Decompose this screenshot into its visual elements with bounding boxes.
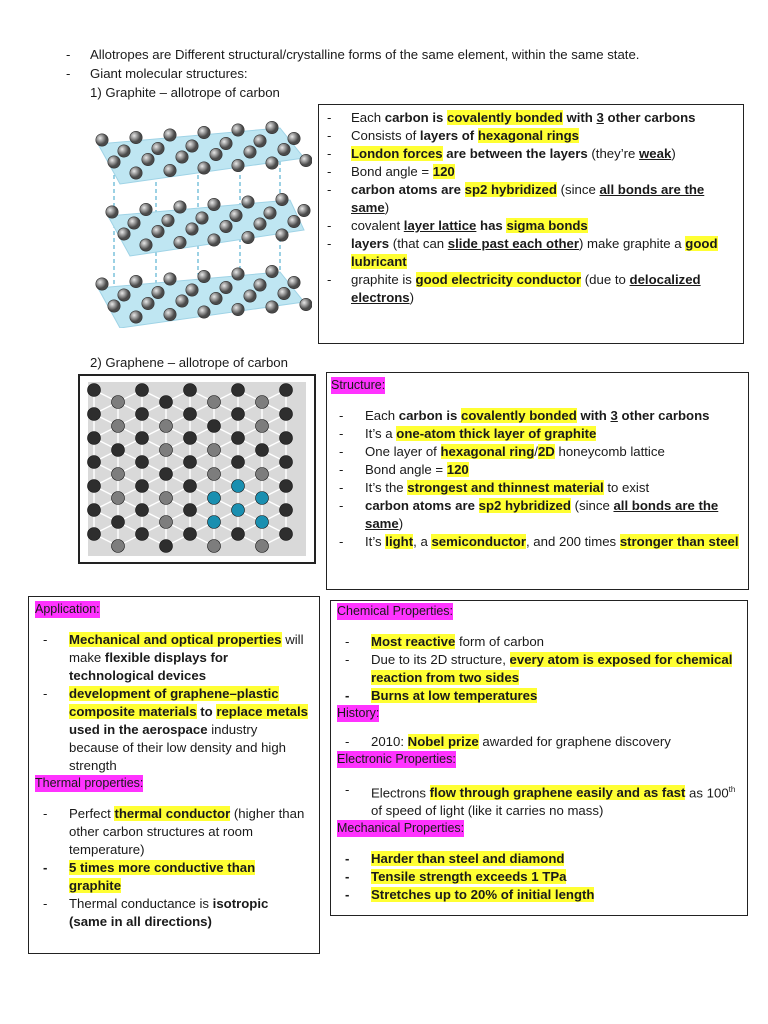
- thermal-point-conductor: - Perfect thermal conductor (higher than other carbon structures at room temperature): [35, 805, 309, 859]
- carbon-atom: [96, 278, 108, 290]
- graphene-atom: [280, 432, 293, 445]
- graphene-atom: [88, 384, 101, 397]
- carbon-atom: [300, 154, 312, 166]
- graphite-point-angle: - Bond angle = 120: [319, 163, 737, 181]
- carbon-atom: [276, 229, 288, 241]
- mechanical-point-stretches: - Stretches up to 20% of initial length: [337, 886, 739, 904]
- carbon-atom: [196, 212, 208, 224]
- graphene-atom: [184, 432, 197, 445]
- graphene-atom: [208, 540, 221, 553]
- graphene-image-frame: [78, 374, 316, 564]
- graphene-atom: [280, 408, 293, 421]
- carbon-atom: [164, 129, 176, 141]
- carbon-atom: [264, 207, 276, 219]
- carbon-atom: [130, 311, 142, 323]
- carbon-atom: [108, 300, 120, 312]
- carbon-atom: [164, 164, 176, 176]
- graphene-atom: [184, 456, 197, 469]
- carbon-atom: [232, 268, 244, 280]
- carbon-atom: [288, 215, 300, 227]
- graphene-atom: [160, 492, 173, 505]
- graphene-atom: [160, 540, 173, 553]
- carbon-atom: [230, 209, 242, 221]
- carbon-atom: [300, 298, 312, 310]
- chemical-point-exposed: - Due to its 2D structure, every atom is exposed for chemical reaction from two sides: [337, 651, 739, 687]
- graphene-atom: [112, 444, 125, 457]
- carbon-atom: [152, 286, 164, 298]
- graphene-atom: [256, 468, 269, 481]
- carbon-atom: [96, 134, 108, 146]
- carbon-atom: [164, 273, 176, 285]
- graphene-atom: [232, 504, 245, 517]
- carbon-atom: [220, 137, 232, 149]
- carbon-atom: [242, 231, 254, 243]
- carbon-atom: [254, 135, 266, 147]
- carbon-atom: [142, 153, 154, 165]
- carbon-atom: [186, 223, 198, 235]
- graphene-atom: [184, 528, 197, 541]
- carbon-atom: [278, 287, 290, 299]
- graphene-atom: [136, 504, 149, 517]
- carbon-atom: [244, 290, 256, 302]
- structure-heading: Structure:: [331, 378, 386, 392]
- graphene-atom: [112, 396, 125, 409]
- thermal-point-isotropic: - Thermal conductance is isotropic (same in all directions): [35, 895, 309, 931]
- graphene-atom: [88, 456, 101, 469]
- carbon-atom: [130, 131, 142, 143]
- carbon-atom: [108, 156, 120, 168]
- carbon-atom: [254, 279, 266, 291]
- graphene-atom: [232, 384, 245, 397]
- chemical-properties-box: [330, 600, 748, 916]
- graphene-atom: [88, 408, 101, 421]
- carbon-atom: [174, 201, 186, 213]
- carbon-atom: [288, 276, 300, 288]
- graphene-atom: [280, 504, 293, 517]
- carbon-atom: [220, 220, 232, 232]
- graphite-point-layers: - Consists of layers of hexagonal rings: [319, 127, 737, 145]
- graphene-atom: [208, 468, 221, 481]
- graphene-atom: [88, 480, 101, 493]
- graphene-atom: [184, 408, 197, 421]
- carbon-atom: [208, 198, 220, 210]
- carbon-atom: [128, 217, 140, 229]
- carbon-atom: [176, 295, 188, 307]
- carbon-atom: [210, 148, 222, 160]
- graphite-structure-image: [80, 118, 312, 328]
- graphene-atom: [184, 504, 197, 517]
- graphene-atom: [160, 468, 173, 481]
- carbon-atom: [266, 301, 278, 313]
- carbon-atom: [266, 157, 278, 169]
- graphene-atom: [88, 432, 101, 445]
- graphene-atom: [112, 516, 125, 529]
- graphene-atom: [256, 420, 269, 433]
- carbon-atom: [220, 281, 232, 293]
- graphene-atom: [112, 468, 125, 481]
- mechanical-heading: Mechanical Properties:: [337, 821, 465, 836]
- carbon-atom: [130, 167, 142, 179]
- graphene-atom: [208, 492, 221, 505]
- graphene-atom: [136, 432, 149, 445]
- graphene-atom: [280, 456, 293, 469]
- carbon-atom: [152, 142, 164, 154]
- graphene-atom: [136, 384, 149, 397]
- graphite-point-conductor: - graphite is good electricity conductor (due to delocalized electrons): [319, 271, 737, 307]
- electronic-heading: Electronic Properties:: [337, 752, 456, 766]
- carbon-atom: [152, 225, 164, 237]
- structure-point-strongest: - It’s the strongest and thinnest material to exist: [331, 479, 742, 497]
- graphene-atom: [256, 396, 269, 409]
- graphene-atom: [160, 396, 173, 409]
- carbon-atom: [130, 275, 142, 287]
- graphene-atom: [256, 516, 269, 529]
- graphite-point-bonding: - Each carbon is covalently bonded with 3 other carbons: [319, 109, 737, 127]
- chemical-heading: Chemical Properties:: [337, 604, 454, 618]
- mechanical-point-harder: - Harder than steel and diamond: [337, 850, 739, 868]
- structure-point-angle: - Bond angle = 120: [331, 461, 742, 479]
- thermal-point-5-times: - 5 times more conductive than graphite: [35, 859, 309, 895]
- carbon-atom: [186, 140, 198, 152]
- chemical-point-burns: - Burns at low temperatures: [337, 687, 739, 705]
- graphene-atom: [136, 456, 149, 469]
- history-point-nobel: - 2010: Nobel prize awarded for graphene discovery: [337, 733, 739, 751]
- carbon-atom: [176, 151, 188, 163]
- graphene-atom: [280, 384, 293, 397]
- electronic-point-electrons: - Electrons flow through graphene easily and as fast as 100th of speed of light (like it carries no mass): [337, 781, 739, 820]
- carbon-atom: [278, 143, 290, 155]
- carbon-atom: [198, 162, 210, 174]
- carbon-atom: [208, 234, 220, 246]
- carbon-atom: [118, 228, 130, 240]
- graphene-atom: [280, 480, 293, 493]
- carbon-atom: [254, 218, 266, 230]
- graphene-atom: [208, 516, 221, 529]
- graphene-atom: [208, 444, 221, 457]
- graphene-atom: [232, 456, 245, 469]
- graphite-point-lubricant: - layers (that can slide past each other) make graphite a good lubricant: [319, 235, 737, 271]
- graphene-atom: [136, 408, 149, 421]
- carbon-atom: [106, 206, 118, 218]
- carbon-atom: [276, 193, 288, 205]
- carbon-atom: [198, 270, 210, 282]
- carbon-atom: [140, 239, 152, 251]
- thermal-heading: Thermal properties:: [35, 776, 144, 790]
- graphene-lattice-image: [80, 376, 314, 562]
- application-heading: Application:: [35, 602, 100, 616]
- graphene-atom: [136, 528, 149, 541]
- graphene-atom: [160, 444, 173, 457]
- carbon-atom: [210, 292, 222, 304]
- graphene-atom: [112, 492, 125, 505]
- structure-point-light: - It’s light, a semiconductor, and 200 times stronger than steel: [331, 533, 742, 551]
- graphite-properties-box: [318, 104, 744, 344]
- structure-point-hybrid: - carbon atoms are sp2 hybridized (since all bonds are the same): [331, 497, 742, 533]
- chemical-point-reactive: - Most reactive form of carbon: [337, 633, 739, 651]
- carbon-atom: [244, 146, 256, 158]
- graphene-atom: [136, 480, 149, 493]
- history-heading: History:: [337, 706, 380, 720]
- graphene-atom: [184, 384, 197, 397]
- graphene-heading: 2) Graphene – allotrope of carbon: [90, 355, 288, 370]
- graphene-atom: [208, 396, 221, 409]
- application-box: [28, 596, 320, 954]
- graphene-atom: [232, 480, 245, 493]
- carbon-atom: [266, 121, 278, 133]
- graphene-atom: [232, 432, 245, 445]
- graphite-point-london: - London forces are between the layers (they’re weak): [319, 145, 737, 163]
- carbon-atom: [162, 214, 174, 226]
- carbon-atom: [142, 297, 154, 309]
- carbon-atom: [242, 196, 254, 208]
- structure-point-bonding: - Each carbon is covalently bonded with 3 other carbons: [331, 407, 742, 425]
- graphene-atom: [256, 444, 269, 457]
- carbon-atom: [266, 265, 278, 277]
- carbon-atom: [118, 289, 130, 301]
- graphene-atom: [112, 420, 125, 433]
- graphene-atom: [232, 408, 245, 421]
- graphene-atom: [232, 528, 245, 541]
- graphene-atom: [160, 516, 173, 529]
- mechanical-point-tensile: - Tensile strength exceeds 1 TPa: [337, 868, 739, 886]
- carbon-atom: [140, 203, 152, 215]
- structure-point-layer: - It’s a one-atom thick layer of graphite: [331, 425, 742, 443]
- graphene-atom: [112, 540, 125, 553]
- application-point-displays: - Mechanical and optical properties will make flexible displays for technological devices: [35, 631, 309, 685]
- graphene-structure-box: [326, 372, 749, 590]
- carbon-atom: [164, 308, 176, 320]
- carbon-atom: [198, 306, 210, 318]
- graphene-atom: [208, 420, 221, 433]
- graphite-heading: 1) Graphite – allotrope of carbon: [90, 85, 280, 100]
- application-point-composites: - development of graphene–plastic composite materials to replace metals used in the aerospace industry because of their low density and high strength: [35, 685, 309, 775]
- graphene-atom: [280, 528, 293, 541]
- carbon-atom: [198, 126, 210, 138]
- carbon-atom: [232, 159, 244, 171]
- graphene-atom: [256, 492, 269, 505]
- carbon-atom: [232, 124, 244, 136]
- graphene-atom: [88, 528, 101, 541]
- carbon-atom: [288, 132, 300, 144]
- carbon-atom: [232, 303, 244, 315]
- graphene-atom: [160, 420, 173, 433]
- graphene-atom: [88, 504, 101, 517]
- carbon-atom: [118, 145, 130, 157]
- carbon-atom: [174, 236, 186, 248]
- structure-point-honeycomb: - One layer of hexagonal ring/2D honeycomb lattice: [331, 443, 742, 461]
- graphene-atom: [256, 540, 269, 553]
- graphite-point-hybrid: - carbon atoms are sp2 hybridized (since all bonds are the same): [319, 181, 737, 217]
- graphene-atom: [184, 480, 197, 493]
- carbon-atom: [186, 284, 198, 296]
- carbon-atom: [298, 204, 310, 216]
- graphite-point-lattice: - covalent layer lattice has sigma bonds: [319, 217, 737, 235]
